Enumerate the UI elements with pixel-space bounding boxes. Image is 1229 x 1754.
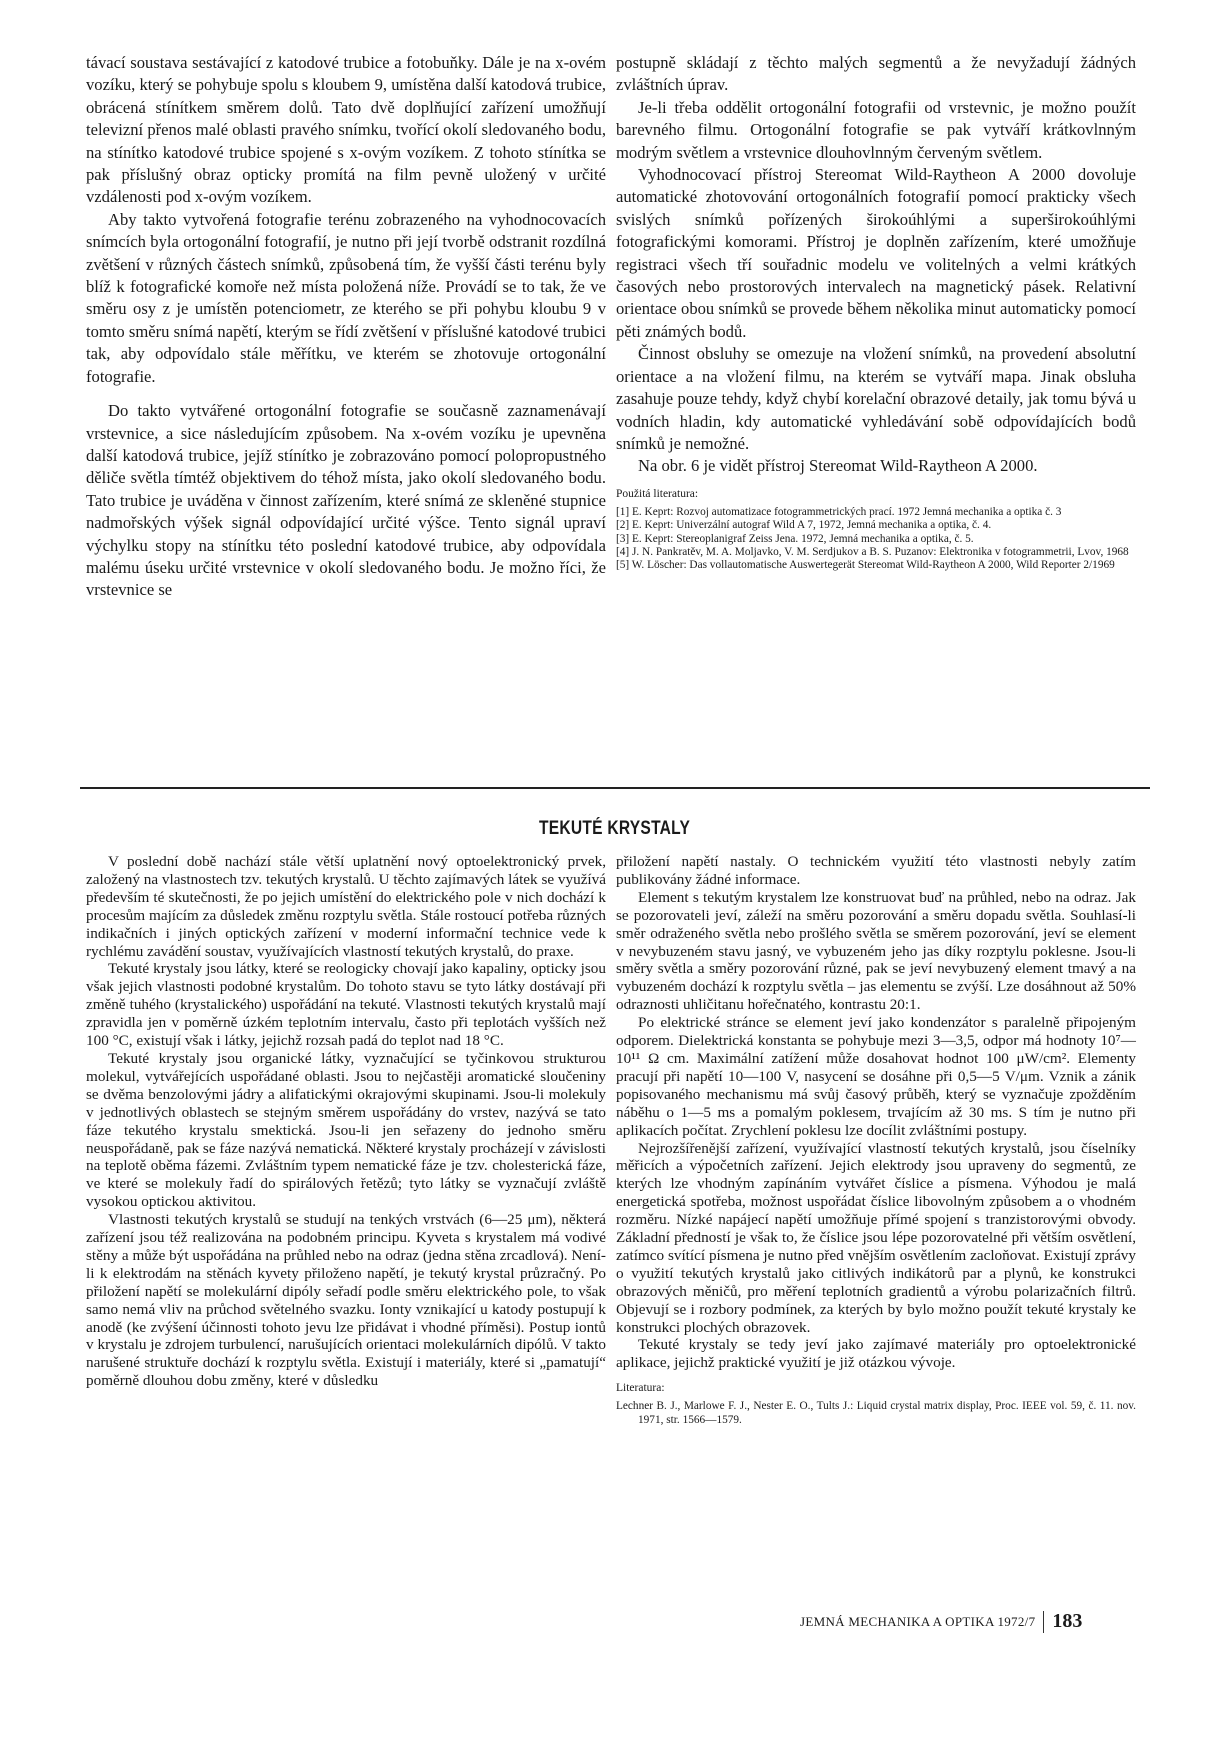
literature-item: Lechner B. J., Marlowe F. J., Nester E. O., Tults J.: Liquid crystal matrix display, Proc. IEEE vol. 59, č. 11. nov. 1971, str. 1566—1579.	[616, 1400, 1136, 1426]
reference-item: [1] E. Keprt: Rozvoj automatizace fotogrammetrických prací. 1972 Jemná mechanika a optika č. 3	[616, 505, 1062, 518]
article-left-column	[86, 853, 606, 1390]
section-divider	[80, 787, 1150, 789]
paragraph: Činnost obsluhy se omezuje na vložení snímků, na provedení absolutní orientace a na vložení filmu, na kterém se vytváří mapa. Jinak obsluha zasahuje pouze tehdy, když chybí korelační obrazové detaily, jak tomu bývá u vodních hladin, kdy automatické vyhledávání sobě odpovídajících bodů snímků je nemožné.	[616, 344, 1136, 453]
paragraph: přiložení napětí nastaly. O technickém využití této vlastnosti nebyly zatím publikovány žádné informace.	[616, 853, 1136, 888]
page-number: 183	[1052, 1610, 1083, 1632]
previous-article-left-column	[86, 52, 606, 602]
footer-separator	[1043, 1611, 1044, 1633]
article-title: TEKUTÉ KRYSTALY	[539, 818, 691, 839]
reference-item: [4] J. N. Pankratěv, M. A. Moljavko, V. M. Serdjukov a B. S. Puzanov: Elektronika v fotogrammetrii, Lvov, 1968	[616, 545, 1129, 558]
paragraph: Nejrozšířenější zařízení, využívající vlastností tekutých krystalů, jsou číselníky měřicích a výpočetních zařízení. Jejich elektrody jsou upraveny do segmentů, ze kterých lze vhodným zapínáním vytvářet číslice a písmena. Výhodou je malá energetická spotřeba, možnost uspořádat číslice libovolným způsobem a o vhodném rozměru. Nízké napájecí napětí umožňuje přímé spojení s tranzistorovými obvody. Základní předností je však to, že číslice jsou lépe pozorovatelné při větším osvětlení, zatímco svítící písmena je nutno před vnějším osvětlením zacloňovat. Existují zprávy o využití tekutých krystalů jako citlivých indikátorů par a plynů, ke konstrukci obrazových měničů, pro měření teplotních gradientů a výrobu polarizačních filtrů. Objevují se i rozbory podmínek, za kterých by bylo možno použít tekuté krystaly ke konstrukci plochých obrazovek.	[616, 1139, 1136, 1336]
paragraph: Tekuté krystaly jsou látky, které se reologicky chovají jako kapaliny, opticky jsou však jejich vlastnosti podobné krystalům. Do tohoto stavu se tyto látky dostávají při změně tuhého (krystalického) uspořádání na tekuté. Vlastnosti tekutých krystalů mají zpravidla jen v poměrně úzkém teplotním intervalu, často při teplotách vyšších než 100 °C, existují však i látky, jejichž rozsah padá do teplot nad 18 °C.	[86, 960, 606, 1050]
paragraph: postupně skládají z těchto malých segmentů a že nevyžadují žádných zvláštních úprav.	[616, 53, 1136, 95]
paragraph: Je-li třeba oddělit ortogonální fotografii od vrstevnic, je možno použít barevného filmu. Ortogonální fotografie se pak vytváří krátkovlnným modrým světlem a vrstevnice dlouhovlnným červeným světlem.	[616, 97, 1136, 162]
article-right-column	[616, 853, 1136, 1427]
paragraph: V poslední době nachází stále větší uplatnění nový optoelektronický prvek, založený na vlastnostech tzv. tekutých krystalů. U těchto zajímavých látek se využívá především té skutečnosti, že po jejich umístění do elektrického pole v nich dochází k procesům majícím za důsledek změnu rozptylu světla. Stále rostoucí potřeba různých indikačních i jiných optických zařízení v moderní informační technice vede k rychlému zavádění soustav, využívajících vlastností tekutých krystalů, do praxe.	[86, 853, 606, 960]
journal-name: JEMNÁ MECHANIKA A OPTIKA 1972/7	[800, 1613, 1036, 1629]
reference-item: [2] E. Keprt: Univerzální autograf Wild A 7, 1972, Jemná mechanika a optika, č. 4.	[616, 519, 992, 532]
paragraph: Aby takto vytvořená fotografie terénu zobrazeného na vyhodnocovacích snímcích byla ortogonální fotografií, je nutno při její tvorbě odstranit rozdílná zvětšení v různých částech snímků, způsobená tím, že vyšší části terénu byly blíž k fotografické komoře než místa položená níže. Provádí se to tak, že ve směru osy z je umístěn potenciometr, ze kterého se při pohybu kloubu 9 v tomto směru snímá napětí, kterým se řídí zvětšení v příslušné katodové trubici tak, aby odpovídalo stále měřítku, ve kterém se zhotovuje ortogonální fotografie.	[86, 209, 606, 386]
paragraph: Tekuté krystaly se tedy jeví jako zajímavé materiály pro optoelektronické aplikace, jejichž praktické využití je již otázkou vývoje.	[616, 1336, 1136, 1372]
page-footer	[800, 1610, 1160, 1633]
previous-article-right-column	[616, 52, 1136, 573]
reference-item: [5] W. Löscher: Das vollautomatische Auswertegerät Stereomat Wild-Raytheon A 2000, Wild Reporter 2/1969	[616, 559, 1115, 572]
paragraph: Na obr. 6 je vidět přístroj Stereomat Wild-Raytheon A 2000.	[638, 456, 1038, 476]
paragraph: Do takto vytvářené ortogonální fotografie se současně zaznamenávají vrstevnice, a sice následujícím způsobem. Na x-ovém vozíku je upevněna další katodová trubice, jejíž stínítko je zobrazováno pomocí polopropustného děliče světla tímtéž objektivem do téhož místa, jako okolí sledovaného bodu. Tato trubice je uváděna v činnost zařízením, které snímá ze skleněné stupnice nadmořských výšek signál odpovídající určité výšce. Tento signál upraví výchylku stopy na stínítku této poslední katodové trubice, aby odpovídala malému úseku určité vrstevnice v okolí sledovaného bodu. Je možno říci, že vrstevnice se	[86, 401, 606, 600]
reference-item: [3] E. Keprt: Stereoplanigraf Zeiss Jena. 1972, Jemná mechanika a optika, č. 5.	[616, 532, 974, 545]
paragraph: távací soustava sestávající z katodové trubice a fotobuňky. Dále je na x-ovém vozíku, který se pohybuje spolu s kloubem 9, umístěna další katodová trubice, obrácená stínítkem směrem dolů. Tato dvě doplňující zařízení umožňují televizní přenos malé oblasti pravého snímku, tvořící okolí sledovaného bodu, na stínítko katodové trubice spojené s x-ovým vozíkem. Z tohoto stínítka se pak příslušný obraz opticky promítá na film pevně uložený v určité vzdálenosti pod x-ovým vozíkem.	[86, 53, 606, 207]
paragraph: Vlastnosti tekutých krystalů se studují na tenkých vrstvách (6—25 μm), některá zařízení jsou též realizována na podobném principu. Kyveta s krystalem má vodivé stěny a může být uspořádána na průhled nebo na odraz (jedna stěna zrcadlová). Není-li k elektrodám na stěnách kyvety přiloženo napětí, je tekutý krystal průzračný. Po přiložení napětí se molekulární dipóly seřadí podle směru elektrického pole, to však samo nemá vliv na průchod světelného svazku. Ionty vznikající u katody postupují k anodě (ke zvýšení účinnosti tohoto jevu lze přidávat i vhodné příměsi). Postup iontů v krystalu je zdrojem turbulencí, narušujících orientaci molekulárních dipólů. V takto narušené struktuře dochází k rozptylu světla. Existují i materiály, které si „pamatují“ poměrně dlouhou dobu změny, které v důsledku	[86, 1211, 606, 1390]
paragraph: Element s tekutým krystalem lze konstruovat buď na průhled, nebo na odraz. Jak se pozorovateli jeví, záleží na směru pozorování a směru dopadu světla. Souhlasí-li směr odraženého světla nebo prošlého světla se směrem pozorování, jeví se element v nevybuzeném stavu jasný, ve vybuzeném jeho jas díky rozptylu poklesne. Jsou-li směry světla a směry pozorování různé, pak se jeví nevybuzený element tmavý a na vybuzeném dochází k rozptylu světla – jas elementu se zvýší. Lze dosáhnout až 50% odraznosti uhličitanu hořečnatého, kontrastu 20:1.	[616, 888, 1136, 1014]
paragraph: Po elektrické stránce se element jeví jako kondenzátor s paralelně připojeným odporem. Dielektrická konstanta se pohybuje mezi 3—3,5, odpor má hodnoty 10⁷—10¹¹ Ω cm. Maximální zatížení může dosahovat hodnot 100 μW/cm². Elementy pracují při napětí 10—100 V, nasycení se dosáhne při 0,5—5 V/μm. Vznik a zánik popisovaného mechanismu má svůj časový průběh, který se vyznačuje zpožděním náběhu o 1—5 ms a pomalým poklesem, trvajícím až 30 ms. S tím je nutno při aplikacích počítat. Zrychlení poklesu lze docílit zvláštními postupy.	[616, 1014, 1136, 1139]
paragraph: Tekuté krystaly jsou organické látky, vyznačující se tyčinkovou strukturou molekul, vytvářejících uspořádané oblasti. Jsou to nejčastěji aromatické sloučeniny se dvěma benzolovými jádry a alifatickými okrajovými skupinami. Jsou-li molekuly v jednotlivých oblastech se stejným směrem uspořádány do vrstev, nazývá se tato fáze tekutého krystalu smektická. Jsou-li jen seřazeny do jednoho směru neuspořádaně, pak se fáze nazývá nematická. Některé krystaly procházejí v závislosti na teplotě oběma fázemi. Zvláštním typem nematické fáze je tzv. cholesterická fáze, ve které se molekuly řadí do spirálových řetězů; tyto látky se vyznačují zvláště vysokou optickou aktivitou.	[86, 1049, 606, 1211]
literature-heading: Literatura:	[616, 1382, 665, 1395]
references-heading: Použitá literatura:	[616, 487, 699, 500]
paragraph: Vyhodnocovací přístroj Stereomat Wild-Raytheon A 2000 dovoluje automatické zhotovování ortogonálních fotografií pomocí prakticky všech svislých snímků pořízených širokoúhlými a superširokoúhlými fotografickými komorami. Přístroj je doplněn zařízením, které umožňuje registraci všech tří souřadnic modelu ve volitelných a velmi krátkých časových nebo prostorových intervalech na magnetický pásek. Relativní orientace obou snímků se provede během několika minut automaticky pomocí pěti známých bodů.	[616, 165, 1136, 341]
